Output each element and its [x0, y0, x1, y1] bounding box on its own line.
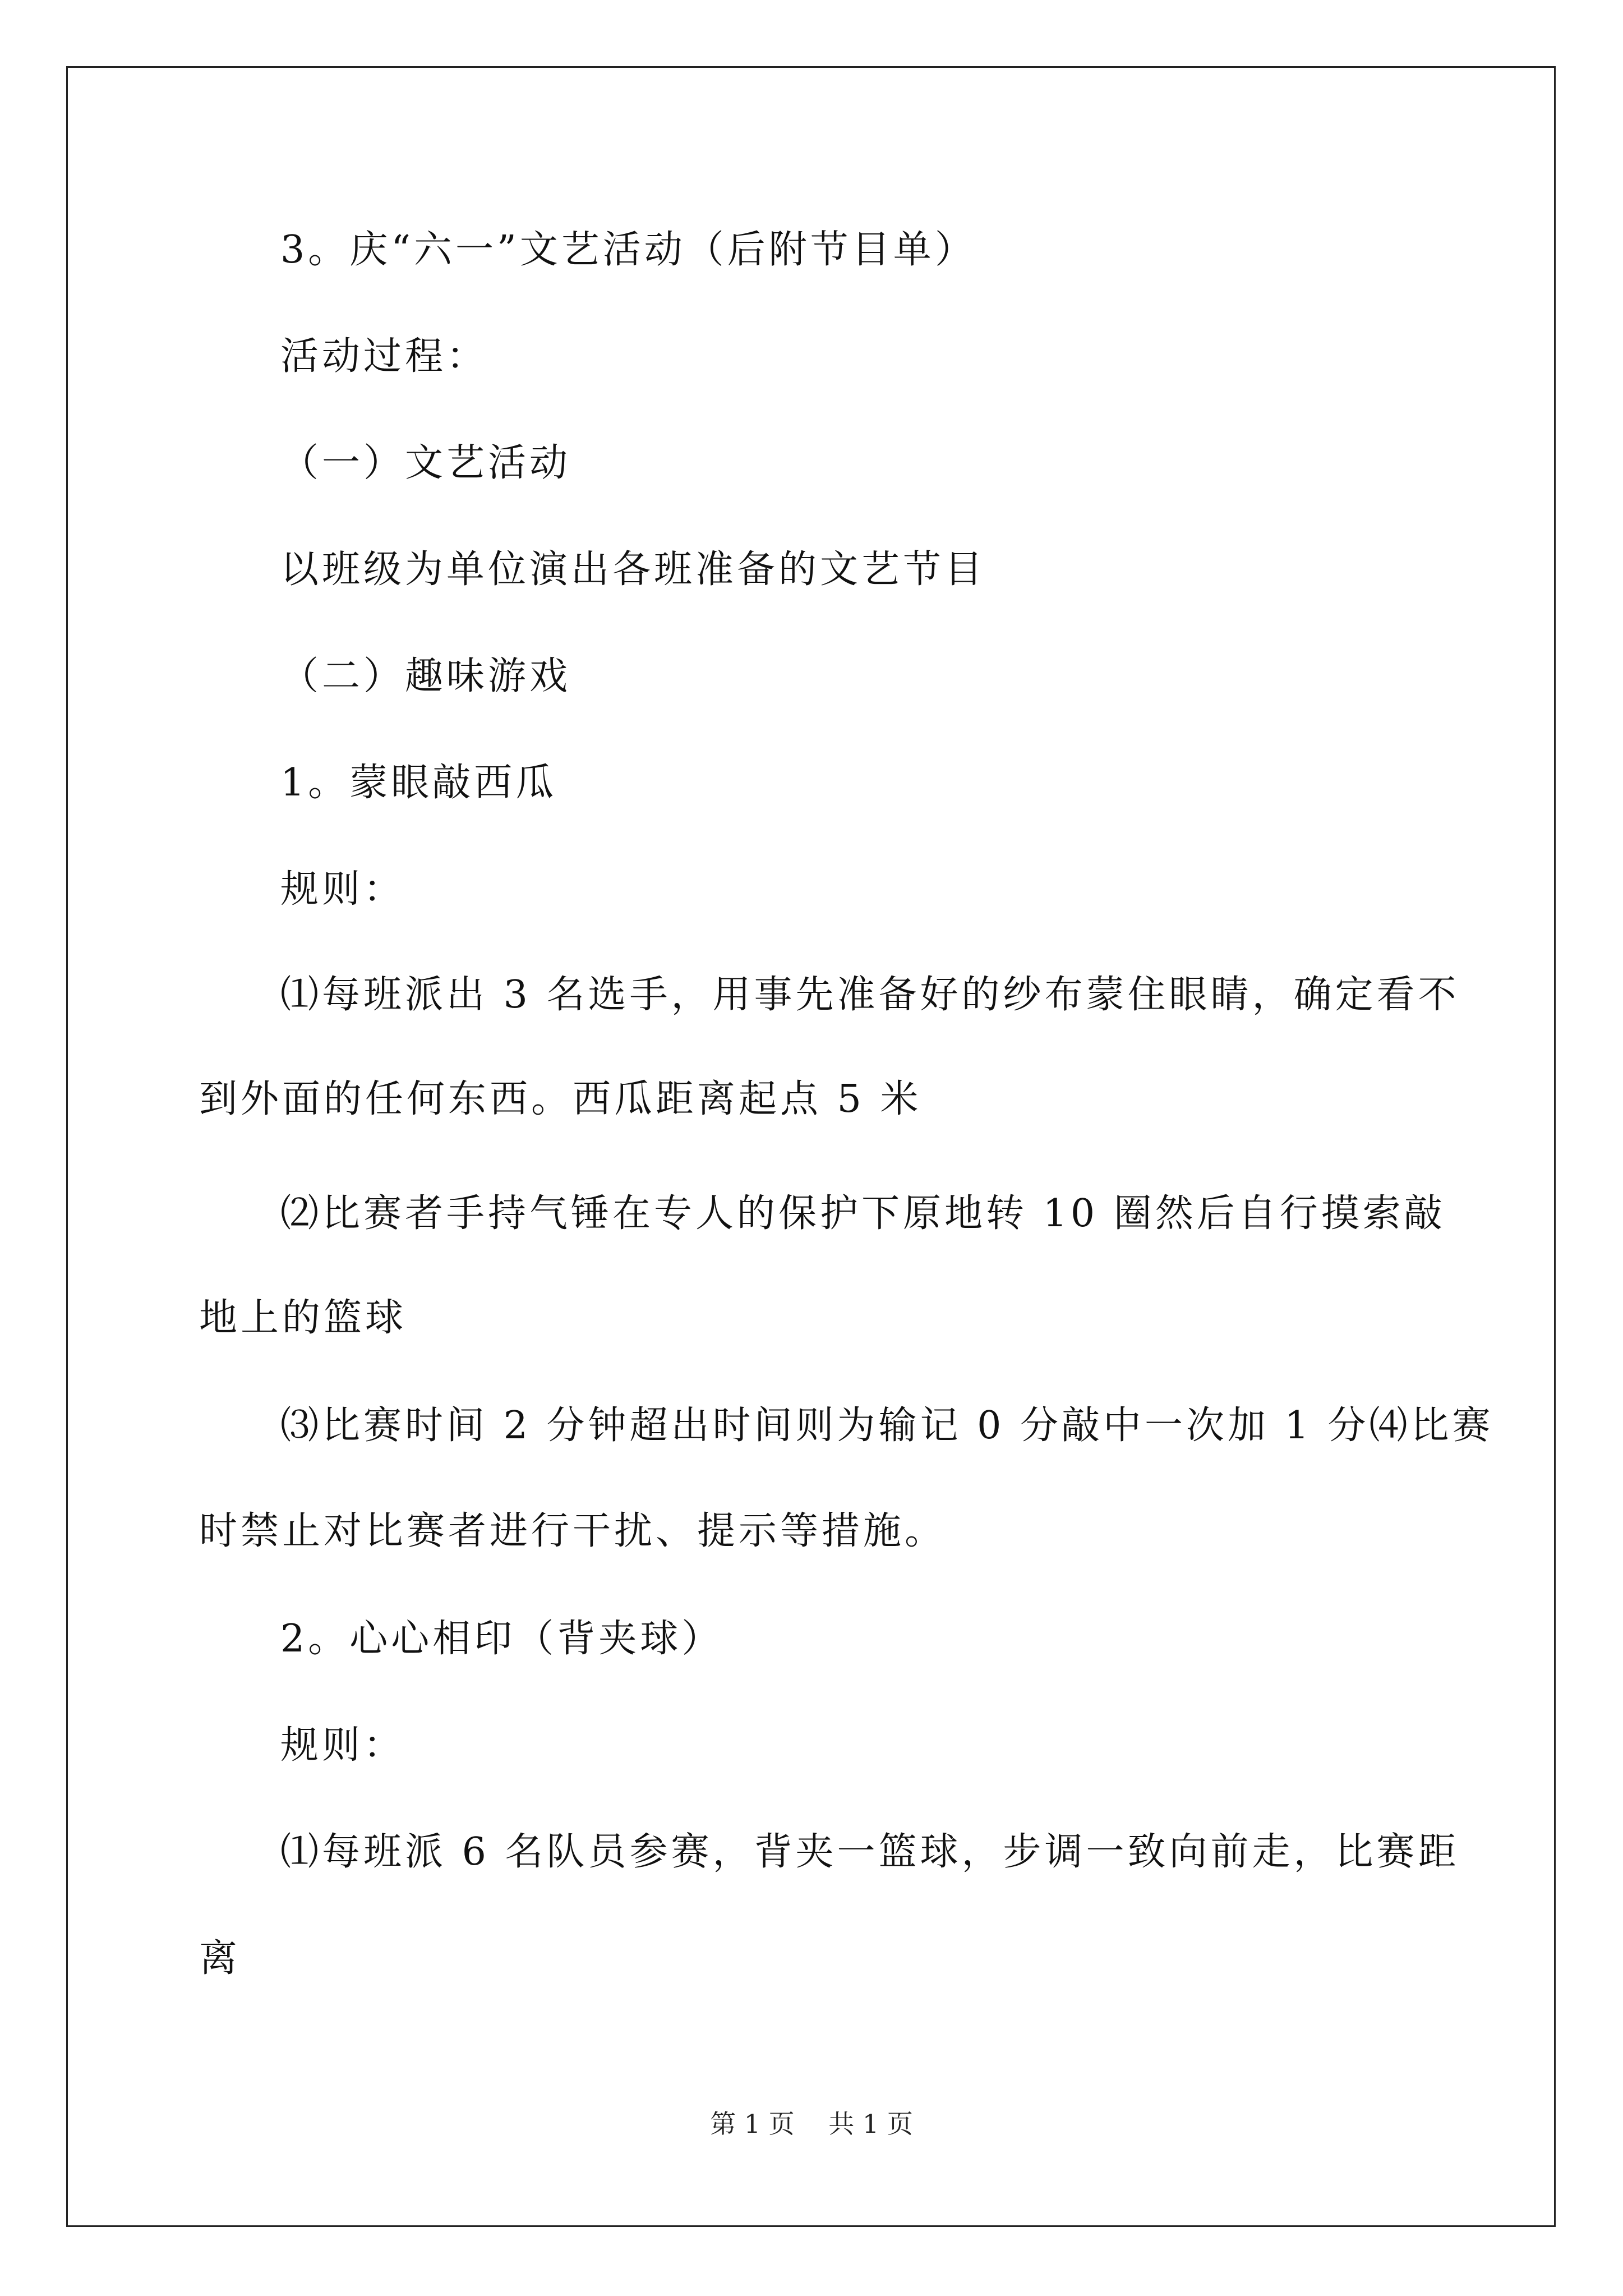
rule-line: 到外面的任何东西。西瓜距离起点 5 米 [199, 1077, 922, 1121]
rule-line: ⑶比赛时间 2 分钟超出时间则为输记 0 分敲中一次加 1 分⑷比赛 [280, 1404, 1494, 1448]
rule-line: 离 [199, 1936, 241, 1981]
paragraph-process-label: 活动过程： [280, 334, 488, 379]
rules-label: 规则： [280, 867, 405, 912]
subheading-2: （二）趣味游戏 [280, 654, 571, 698]
section-heading-3: 3。庆“六一”文艺活动（后附节目单） [280, 228, 976, 272]
game-2-title: 2。心心相印（背夹球） [280, 1617, 723, 1661]
page-number-footer: 第 1 页 共 1 页 [710, 2109, 913, 2139]
rule-line: 时禁止对比赛者进行干扰、提示等措施。 [199, 1509, 947, 1553]
paragraph: 以班级为单位演出各班准备的文艺节目 [280, 547, 986, 592]
rule-line: ⑵比赛者手持气锤在专人的保护下原地转 10 圈然后自行摸索敲 [280, 1191, 1446, 1236]
rules-label: 规则： [280, 1723, 405, 1768]
rule-line: ⑴每班派 6 名队员参赛，背夹一篮球，步调一致向前走，比赛距 [280, 1830, 1460, 1874]
rule-line: ⑴每班派出 3 名选手，用事先准备好的纱布蒙住眼睛，确定看不 [280, 973, 1460, 1017]
rule-line: 地上的篮球 [199, 1296, 407, 1340]
page-border [66, 66, 1556, 2227]
subheading-1: （一）文艺活动 [280, 441, 571, 485]
game-1-title: 1。蒙眼敲西瓜 [280, 761, 557, 805]
